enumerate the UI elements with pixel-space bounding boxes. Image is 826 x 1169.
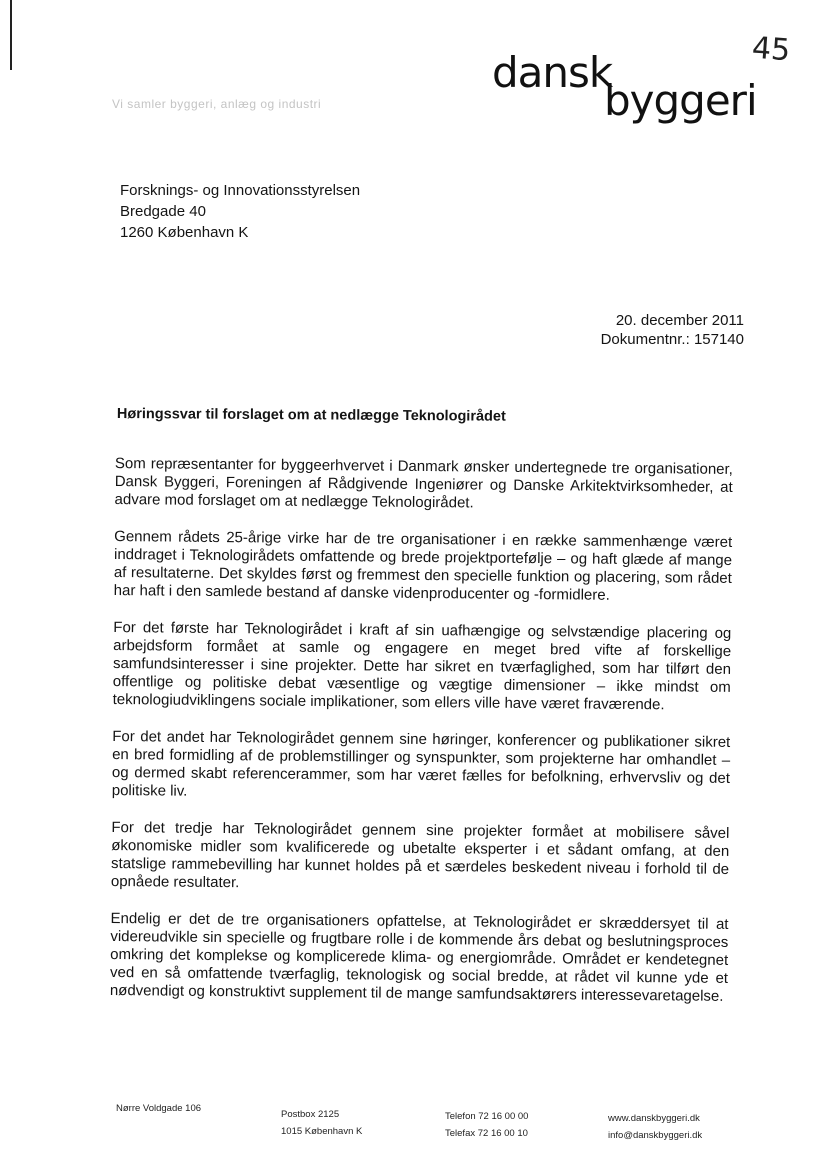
paragraph: For det første har Teknologirådet i kraft af sin uafhængige og selvstændige placering og arbejdsform formået at samle og engagere en meget bred vifte af forskellige samfundsinteresser i sine projekter. Dette har sikret en tværfaglighed, som har tilført den offentlige og politiske debat væsentlige og vægtige dimensioner – ikke mindst om teknologiudviklingens sociale implikationer, som ellers ville have været fraværende. [112,618,732,714]
footer-address-col [116,1100,201,1117]
footer-phone-col [445,1108,528,1142]
letter-body [110,455,733,1025]
footer-postcity: 1015 København K [281,1126,363,1137]
paragraph: Gennem rådets 25-årige virke har de tre organisationer i en række sammenhænge været inddraget i Teknologirådets omfattende og brede projektportefølje – og haft glæde af mange af resultaterne. Det skyldes først og fremmest den specielle funktion og placering, som rådet har haft i den samlede bestand af danske videnproducenter og -formidlere. [113,527,733,604]
footer-phone: Telefon 72 16 00 00 [445,1111,529,1122]
logo-word-dansk: dansk [492,48,613,97]
footer-web-col [608,1110,702,1144]
recipient-street: Bredgade 40 [120,203,206,220]
letter-date: 20. december 2011 [615,312,744,329]
paragraph: For det tredje har Teknologirådet gennem sine projekter formået at mobilisere såvel økonomiske midler som kvalificerede og ubetalte eksperter i et sådant omfang, at den statslige rammebevilling har kunnet holdes på et særdeles beskedent niveau i forhold til de opnåede resultater. [110,818,730,892]
footer-street: Nørre Voldgade 106 [116,1103,202,1114]
paragraph: For det andet har Teknologirådet gennem sine høringer, konferencer og publikationer sikret en bred formidling af de problemstillinger og synspunkter, som projekterne har omhandlet – og dermed skabt referencerammer, som har været fælles for befolkning, erhvervsliv og det politiske liv. [111,727,731,800]
footer-postbox-col [281,1106,362,1140]
footer-web-link[interactable]: www.danskbyggeri.dk [608,1113,700,1124]
paragraph: Som repræsentanter for byggeerhvervet i Danmark ønsker undertegnede tre organisationer, Dansk Byggeri, Foreningen af Rådgivende Ingeniører og Danske Arkitektvirksomheder, at advare mod forslaget om at nedlægge Teknologirådet. [114,455,733,512]
letter-meta [601,311,744,349]
handwritten-page-number: 45 [750,30,792,69]
recipient-address [120,180,360,243]
document-number: Dokumentnr.: 157140 [600,331,744,348]
tagline: Vi samler byggeri, anlæg og industri [112,97,322,111]
logo-word-byggeri: byggeri [604,76,757,125]
recipient-city: 1260 København K [120,224,249,241]
footer-postbox: Postbox 2125 [281,1109,340,1120]
footer-fax: Telefax 72 16 00 10 [445,1128,528,1139]
recipient-name: Forsknings- og Innovationsstyrelsen [120,182,361,199]
dansk-byggeri-logo [492,48,762,125]
paragraph: Endelig er det de tre organisationers opfattelse, at Teknologirådet er skræddersyet til at videreudvikle sin specielle og frugtbare rolle i de kommende års debat og beslutningsproces omkring det komplekse og komplicerede klima- og energiområde. Området er kendetegnet ved en så omfattende tværfaglig, teknologisk og social bredde, at rådet vil kunne yde et nødvendigt og konstruktivt supplement til de mange samfundsaktørers interessevaretagelse. [109,909,729,1005]
scan-edge-line [10,0,12,70]
letter-subject: Høringssvar til forslaget om at nedlægge Teknologirådet [116,406,506,425]
footer-email-link[interactable]: info@danskbyggeri.dk [608,1130,703,1141]
